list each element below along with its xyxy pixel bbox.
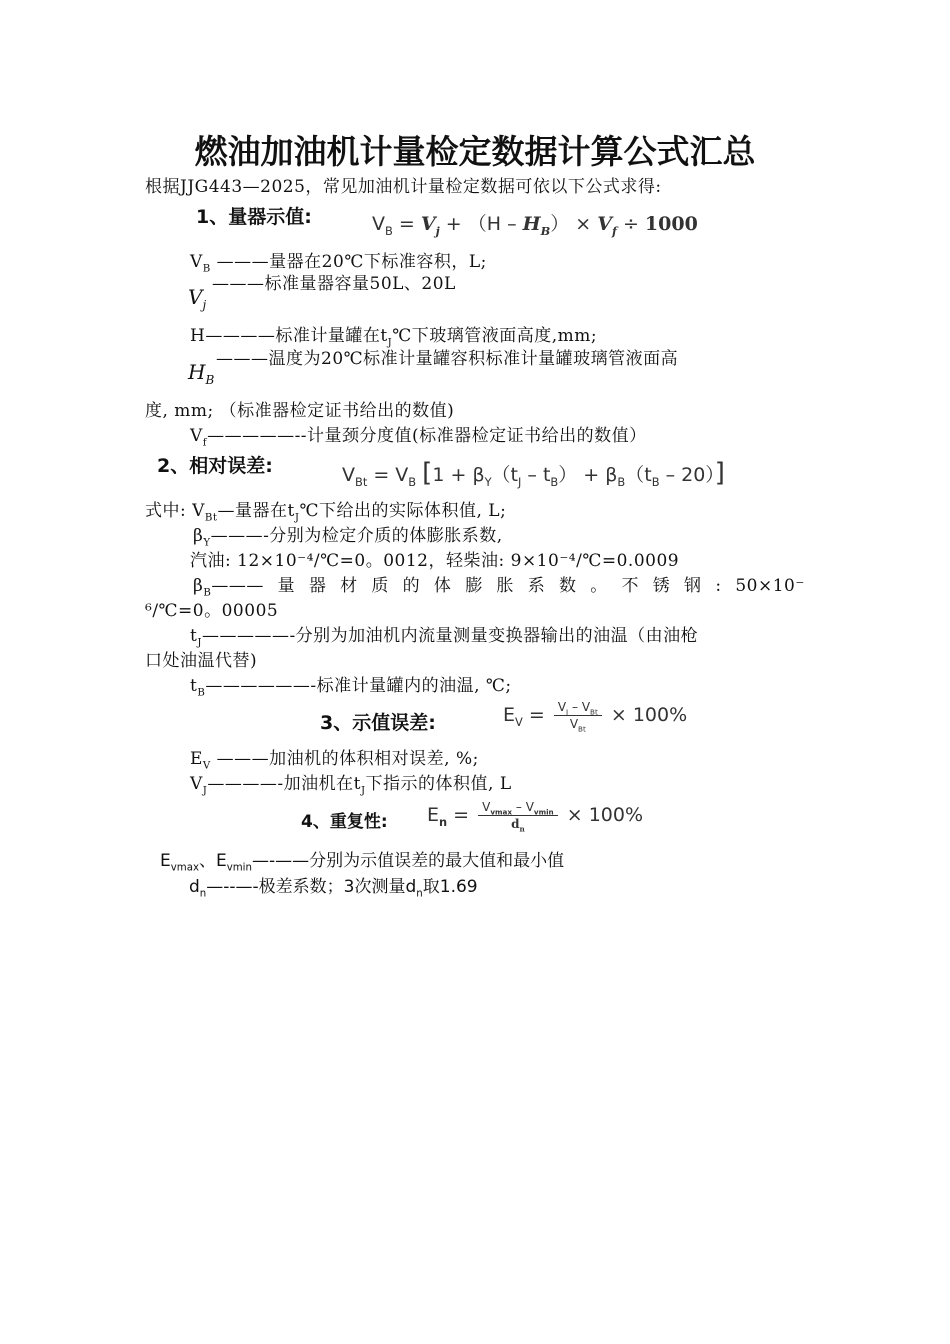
section-2-heading: 2、相对误差: xyxy=(157,455,273,477)
def-beta-y: $\beta_Y———-$分别为检定介质的体膨胀系数, xyxy=(193,526,503,549)
def-vj-indicated: $V_J————-$加油机在$t_J$下指示的体积值, L xyxy=(190,774,512,797)
symbol-vj: $V_j$ xyxy=(188,285,207,312)
justified-word: 膨 xyxy=(465,576,483,596)
justified-word: 钢 xyxy=(684,576,702,596)
def-vf: $V_f—————--$计量颈分度值(标准器检定证书给出的数值） xyxy=(190,426,647,449)
justified-word: 不 xyxy=(621,576,640,596)
expansion-coefficients: 汽油: 12×10⁻⁴/℃=0。0012，轻柴油: 9×10⁻⁴/℃=0.0009 xyxy=(190,551,680,571)
justified-word: : xyxy=(715,576,722,596)
def-h: H————标准计量罐在$t_J℃$下玻璃管液面高度,mm; xyxy=(190,326,598,349)
document-title: 燃油加油机计量检定数据计算公式汇总 xyxy=(194,132,756,171)
justified-word: 的 xyxy=(402,576,421,596)
justified-word: 数 xyxy=(558,576,577,596)
justified-word: 器 xyxy=(308,576,327,596)
def-evmax-evmin: $E_{vmax}$、$E_{vmin}—-——$分别为示值误差的最大值和最小值 xyxy=(160,851,565,874)
formula-repeatability: $E_n$ = $\frac{V_{vmax} - V_{vmin}}{d_n}$ × 100% xyxy=(427,800,644,834)
def-vj: ———标准量器容量50L、20L xyxy=(212,274,456,294)
def-vb: $V_B$ ———量器在20℃下标准容积，L; xyxy=(190,252,487,275)
justified-word: 锈 xyxy=(652,576,671,596)
section-1-heading: 1、量器示值: xyxy=(196,206,312,228)
justified-word: 量 xyxy=(277,576,296,596)
formula-indication-error: $E_V$ = $\frac{V_J - V_{Bt}}{V_{Bt}}$ × 100% xyxy=(503,700,688,734)
def-tb: $t_B——————-$标准计量罐内的油温, ℃; xyxy=(190,676,512,699)
def-vbt: 式中: $V_{Bt}—$量器在$t_J℃$下给出的实际体积值, L; xyxy=(145,501,507,524)
symbol-hb: $H_B$ xyxy=(188,360,215,387)
justified-word: 体 xyxy=(433,576,452,596)
def-tj-cont: 口处油温代替) xyxy=(145,651,258,671)
justified-word: 系 xyxy=(527,576,546,596)
justified-word: 材 xyxy=(340,576,358,596)
justified-word: 胀 xyxy=(496,576,514,596)
formula-relative-error: $V_{Bt} = V_B$ $[1 + \beta_Y(t_J - t_B) + \beta_B(t_B - 20)]$ xyxy=(342,458,725,489)
def-beta-b: $\beta_B———$ 量 器 材 质 的 体 膨 胀 系 数 。 不 锈 钢 : 50×10⁻ xyxy=(193,576,805,599)
justified-word: 50×10⁻ xyxy=(735,576,805,596)
justified-word: 。 xyxy=(590,576,608,596)
justified-word: 质 xyxy=(371,576,389,596)
fraction: $\frac{V_{vmax} - V_{vmin}}{d_n}$ xyxy=(478,800,558,831)
def-tj: $t_J—————-$分别为加油机内流量测量变换器输出的油温（由油枪 xyxy=(190,626,699,649)
section-3-heading: 3、示值误差: xyxy=(320,712,436,734)
def-hb: ———温度为20℃标准计量罐容积标准计量罐玻璃管液面高 xyxy=(216,349,679,369)
fraction: $\frac{V_J - V_{Bt}}{V_{Bt}}$ xyxy=(554,700,602,731)
intro-text: 根据JJG443—2025，常见加油机计量检定数据可依以下公式求得: xyxy=(145,177,662,197)
def-hb-cont: 度, mm; （标准器检定证书给出的数值) xyxy=(145,401,455,421)
def-ev: $E_V$ ———加油机的体积相对误差, %; xyxy=(190,749,479,772)
def-dn: $d_n—--—-$极差系数；3次测量$d_n$取1.69 xyxy=(189,877,478,900)
section-4-heading: 4、重复性: xyxy=(301,812,388,832)
def-beta-b-cont: ⁶/℃=0。00005 xyxy=(145,601,279,621)
formula-measure-value: $V_B = V_j + (H - H_B) \times V_f \div 1000$ xyxy=(372,213,698,238)
